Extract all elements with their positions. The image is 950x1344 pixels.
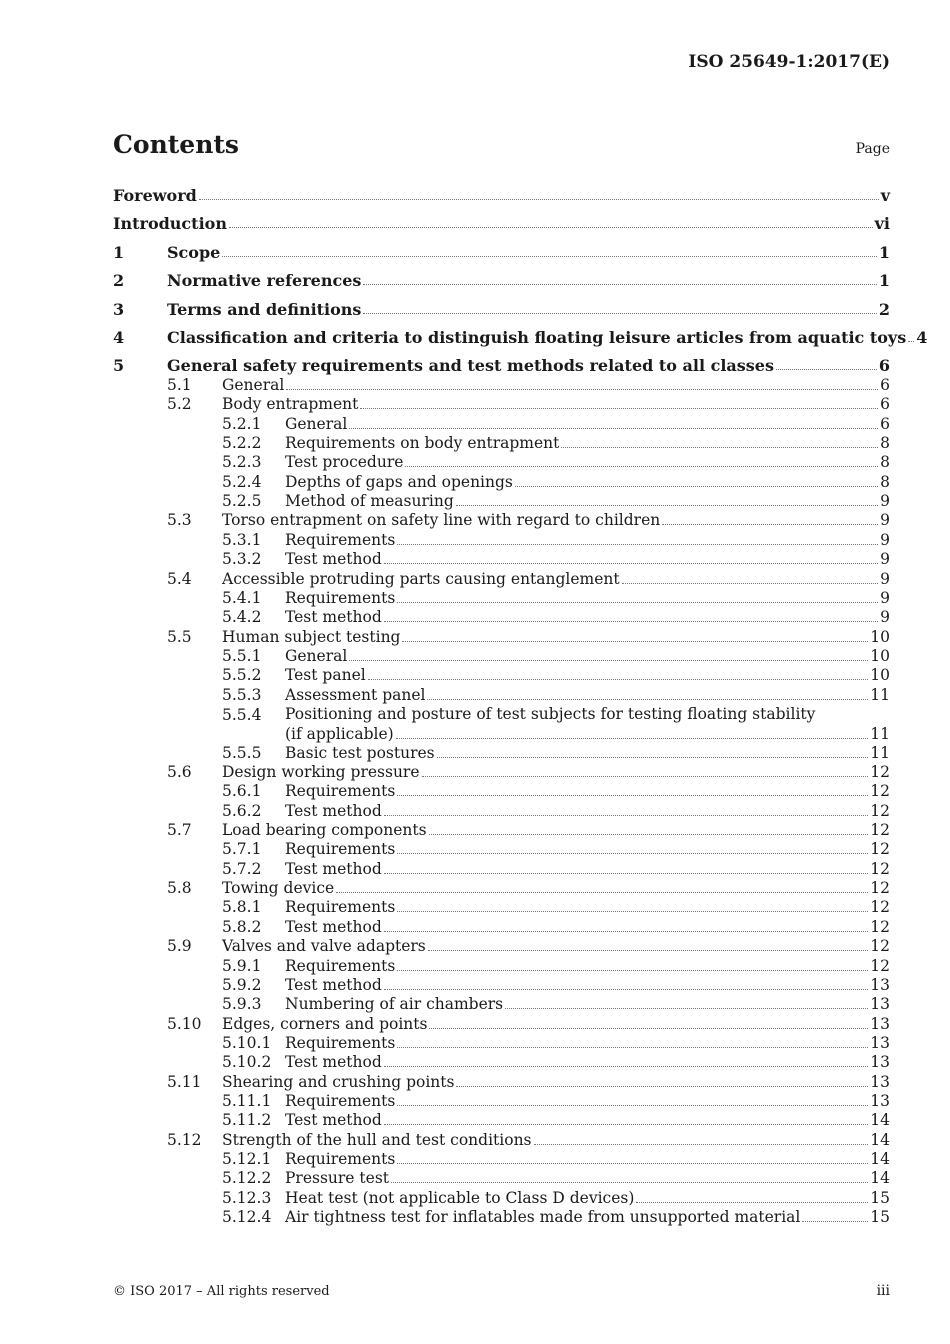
toc-entry-page: 13 [870, 1053, 890, 1072]
toc-entry[interactable] [222, 957, 890, 976]
dot-leader [397, 1163, 868, 1164]
dot-leader [349, 428, 878, 429]
toc-entry-page: 10 [870, 627, 890, 646]
dot-leader [397, 911, 868, 912]
toc-entry-page: 4 [916, 328, 928, 347]
toc-entry-title: General [222, 376, 285, 394]
toc-entry-title: Assessment panel [285, 685, 426, 704]
toc-entry[interactable] [222, 473, 890, 492]
toc-entry-title: Heat test (not applicable to Class D devices) [285, 1188, 635, 1207]
dot-leader [349, 660, 868, 661]
toc-entry-title: Test method [285, 975, 382, 994]
toc-entry-number: 5.2.5 [222, 492, 262, 511]
toc-entry[interactable] [167, 1131, 890, 1150]
toc-entry-number: 5.8.2 [222, 917, 262, 936]
toc-entry-page: 14 [870, 1169, 890, 1188]
toc-entry[interactable] [167, 763, 890, 782]
toc-entry-title: Basic test postures [285, 743, 435, 762]
toc-entry-title: Terms and definitions [167, 300, 362, 319]
toc-entry-title: Requirements [285, 898, 396, 917]
document-id: ISO 25649-1:2017(E) [688, 52, 890, 72]
toc-entry[interactable] [222, 589, 890, 608]
toc-entry-number: 5.12.3 [222, 1188, 272, 1207]
toc-entry-number: 5.12.4 [222, 1208, 272, 1227]
toc-entry[interactable] [222, 1150, 890, 1169]
dot-leader [908, 341, 914, 342]
toc-entry-title: Load bearing components [222, 821, 427, 840]
dot-leader [397, 853, 868, 854]
toc-entry-number: 5.10 [167, 1014, 202, 1033]
toc-entry-number: 5.11 [167, 1072, 202, 1091]
toc-entry[interactable] [222, 434, 890, 453]
toc-entry-title: Towing device [222, 879, 335, 898]
toc-entry-page: 12 [870, 801, 890, 820]
toc-entry-page: 12 [870, 840, 890, 859]
toc-entry-page: 8 [880, 434, 890, 453]
toc-entry-page: 1 [878, 271, 890, 290]
toc-entry-page: 8 [880, 453, 890, 472]
dot-leader [363, 284, 876, 285]
toc-entry-title: Test method [285, 801, 382, 820]
toc-entry[interactable] [167, 395, 890, 414]
toc-entry-title: Air tightness test for inflatables made from unsupported material [285, 1208, 801, 1227]
toc-entry[interactable] [167, 511, 890, 530]
toc-entry[interactable] [167, 937, 890, 956]
toc-entry-page: 9 [880, 569, 890, 588]
dot-leader [456, 505, 878, 506]
dot-leader [622, 583, 878, 584]
toc-entry-number: 5.9.3 [222, 995, 262, 1014]
toc-entry-page: 14 [870, 1130, 890, 1149]
toc-entry-title: Test procedure [285, 453, 404, 472]
toc-entry-number: 5.10.1 [222, 1033, 272, 1052]
toc-entry[interactable] [113, 243, 890, 262]
dot-leader [199, 199, 879, 200]
toc-entry-title: Scope [167, 243, 221, 262]
toc-entry[interactable] [222, 976, 890, 995]
toc-entry-page: 12 [870, 763, 890, 781]
toc-entry[interactable] [222, 647, 890, 666]
toc-entry-number: 5.3 [167, 511, 192, 530]
toc-entry-page: 9 [880, 588, 890, 607]
toc-entry[interactable] [222, 802, 890, 821]
toc-entry-title: General safety requirements and test methods related to all classes [167, 356, 774, 375]
dot-leader [429, 1028, 868, 1029]
dot-leader [437, 757, 869, 758]
toc-entry[interactable] [113, 186, 890, 205]
dot-leader [428, 950, 869, 951]
footer-copyright: © ISO 2017 – All rights reserved [113, 1284, 330, 1299]
toc-entry[interactable] [222, 608, 890, 627]
dot-leader [222, 256, 877, 257]
dot-leader [397, 1047, 868, 1048]
toc-entry[interactable] [167, 879, 890, 898]
toc-entry[interactable] [222, 860, 890, 879]
toc-entry[interactable] [113, 300, 890, 319]
toc-entry[interactable] [222, 686, 890, 705]
toc-entry-title: Valves and valve adapters [222, 937, 426, 956]
dot-leader [534, 1144, 869, 1145]
toc-entry-number: 3 [113, 300, 125, 319]
toc-entry-number: 5.8.1 [222, 898, 262, 917]
toc-entry[interactable] [222, 995, 890, 1014]
dot-leader [456, 1086, 868, 1087]
dot-leader [662, 524, 878, 525]
toc-entry[interactable] [222, 1169, 890, 1188]
toc-entry[interactable] [113, 271, 890, 290]
dot-leader [397, 970, 868, 971]
dot-leader [384, 931, 869, 932]
dot-leader [336, 892, 868, 893]
toc-entry[interactable] [222, 666, 890, 685]
toc-entry-title: Design working pressure [222, 763, 420, 781]
toc-entry-title: Test method [285, 550, 382, 569]
dot-leader [397, 795, 868, 796]
toc-entry-number: 5.12 [167, 1130, 202, 1149]
toc-entry-page: 12 [870, 937, 890, 956]
toc-entry-page: 11 [870, 724, 890, 743]
toc-entry-title: Strength of the hull and test conditions [222, 1130, 532, 1149]
toc-entry-page: 12 [870, 956, 890, 975]
dot-leader [363, 313, 876, 314]
toc-entry-page: 15 [870, 1188, 890, 1207]
toc-entry-title: Edges, corners and points [222, 1014, 428, 1033]
toc-entry-page: vi [874, 214, 890, 233]
page-column-label: Page [855, 141, 890, 157]
toc-entry[interactable] [222, 744, 890, 763]
toc-entry-page: 11 [870, 743, 890, 762]
dot-leader [397, 602, 878, 603]
toc-entry-title: Foreword [113, 186, 197, 205]
toc-entry-page: 10 [870, 666, 890, 685]
toc-entry-title: Shearing and crushing points [222, 1072, 455, 1091]
toc-entry-page: 9 [880, 511, 890, 530]
toc-entry-page: 13 [870, 1072, 890, 1091]
toc-entry-number: 5 [113, 356, 125, 375]
toc-entry-title: Requirements [285, 782, 396, 801]
toc-entry[interactable] [222, 1053, 890, 1072]
toc-entry-title: Requirements on body entrapment [285, 434, 560, 453]
toc-entry-number: 5.6.2 [222, 801, 262, 820]
toc-entry-title: Test method [285, 859, 382, 878]
toc-entry-number: 2 [113, 271, 125, 290]
toc-entry-page: 6 [878, 356, 890, 375]
toc-entry-page: 9 [880, 492, 890, 511]
toc-entry-title: Test method [285, 608, 382, 627]
toc-entry-page: 13 [870, 995, 890, 1014]
dot-leader [391, 1182, 868, 1183]
toc-entry-title: Human subject testing [222, 627, 401, 646]
toc-entry-number: 5.8 [167, 879, 192, 898]
dot-leader [776, 369, 877, 370]
toc-entry-title: Requirements [285, 956, 396, 975]
toc-entry-number: 5.9.2 [222, 975, 262, 994]
toc-entry-page: 10 [870, 646, 890, 665]
dot-leader [397, 1105, 868, 1106]
toc-entry-number: 5.5 [167, 627, 192, 646]
dot-leader [636, 1202, 868, 1203]
toc-entry-title: General [285, 646, 348, 665]
toc-entry-number: 5.7.1 [222, 840, 262, 859]
toc-entry-title: Test method [285, 1111, 382, 1130]
toc-entry-page: 1 [878, 243, 890, 262]
toc-entry[interactable] [167, 821, 890, 840]
toc-entry-number: 5.2.4 [222, 472, 262, 491]
toc-entry[interactable] [113, 328, 928, 347]
dot-leader [384, 1066, 869, 1067]
toc-entry[interactable] [222, 1111, 890, 1130]
toc-entry-page: 2 [878, 300, 890, 319]
dot-leader [422, 776, 869, 777]
toc-entry-title: Normative references [167, 271, 362, 290]
toc-entry-title: Requirements [285, 840, 396, 859]
contents-title: Contents [113, 130, 240, 159]
toc-entry-number: 5.1 [167, 376, 192, 394]
dot-leader [402, 641, 868, 642]
toc-entry-number: 5.6 [167, 763, 192, 781]
dot-leader [384, 815, 869, 816]
toc-entry-title: Requirements [285, 1033, 396, 1052]
toc-entry[interactable] [222, 840, 890, 859]
toc-entry-page: 12 [870, 879, 890, 898]
toc-entry[interactable] [222, 705, 890, 744]
dot-leader [384, 621, 878, 622]
toc-entry[interactable] [222, 1208, 890, 1227]
toc-entry-title: Requirements [285, 530, 396, 549]
dot-leader [286, 389, 878, 390]
dot-leader [505, 1008, 868, 1009]
toc-entry-page: 13 [870, 1091, 890, 1110]
dot-leader [802, 1221, 868, 1222]
dot-leader [368, 679, 869, 680]
toc-entry-page: 9 [880, 530, 890, 549]
toc-entry-number: 5.2.2 [222, 434, 262, 453]
dot-leader [427, 699, 868, 700]
toc-entry[interactable] [113, 214, 890, 233]
toc-entry-title: Torso entrapment on safety line with regard to children [222, 511, 661, 530]
toc-entry-page: v [880, 186, 890, 205]
toc-entry[interactable] [222, 898, 890, 917]
toc-entry-number: 5.11.2 [222, 1111, 272, 1130]
toc-entry-number: 1 [113, 243, 125, 262]
toc-entry-title: Pressure test [285, 1169, 389, 1188]
toc-entry[interactable] [222, 453, 890, 472]
toc-entry[interactable] [222, 1189, 890, 1208]
toc-entry[interactable] [222, 550, 890, 569]
toc-entry-title: Requirements [285, 1150, 396, 1168]
toc-entry-page: 12 [870, 859, 890, 878]
toc-entry-title: Depths of gaps and openings [285, 472, 513, 491]
toc-entry[interactable] [167, 628, 890, 647]
toc-entry-number: 5.5.3 [222, 685, 262, 704]
toc-entry-title: Numbering of air chambers [285, 995, 504, 1014]
toc-entry-number: 5.5.4 [222, 705, 262, 724]
toc-entry-title: Accessible protruding parts causing entanglement [222, 569, 620, 588]
toc-entry-page: 6 [880, 376, 890, 394]
toc-entry-number: 5.11.1 [222, 1091, 272, 1110]
dot-leader [397, 544, 878, 545]
toc-entry-page: 13 [870, 1014, 890, 1033]
toc-entry-page: 13 [870, 975, 890, 994]
toc-entry-title: (if applicable) [285, 724, 394, 743]
dot-leader [384, 989, 869, 990]
toc-entry[interactable] [167, 1073, 890, 1092]
toc-entry-title: Classification and criteria to distinguish floating leisure articles from aquatic toys [167, 328, 907, 347]
toc-entry[interactable] [113, 356, 890, 375]
toc-entry-title: Test method [285, 917, 382, 936]
toc-entry-page: 6 [880, 414, 890, 433]
toc-entry-number: 5.5.5 [222, 743, 262, 762]
toc-entry-number: 4 [113, 328, 125, 347]
toc-entry-number: 5.4.2 [222, 608, 262, 627]
toc-entry[interactable] [222, 782, 890, 801]
toc-entry-number: 5.7.2 [222, 859, 262, 878]
dot-leader [360, 408, 878, 409]
toc-entry-title: Introduction [113, 214, 227, 233]
toc-entry-number: 5.9 [167, 937, 192, 956]
toc-entry-number: 5.2.1 [222, 414, 262, 433]
dot-leader [515, 486, 878, 487]
toc-entry-number: 5.3.2 [222, 550, 262, 569]
footer-page-number: iii [876, 1283, 890, 1299]
toc-entry[interactable] [167, 1015, 890, 1034]
toc-entry-title: Test panel [285, 666, 366, 685]
toc-entry[interactable] [222, 918, 890, 937]
toc-entry-page: 12 [870, 917, 890, 936]
toc-entry-number: 5.12.2 [222, 1169, 272, 1188]
toc-entry-page: 14 [870, 1111, 890, 1130]
toc-entry-title: Requirements [285, 1091, 396, 1110]
toc-entry-number: 5.5.2 [222, 666, 262, 685]
toc-entry-page: 8 [880, 472, 890, 491]
toc-entry[interactable] [167, 376, 890, 395]
dot-leader [405, 466, 878, 467]
toc-entry-number: 5.3.1 [222, 530, 262, 549]
dot-leader [429, 834, 869, 835]
dot-leader [384, 1124, 869, 1125]
toc-entry[interactable] [222, 492, 890, 511]
toc-entry-number: 5.7 [167, 821, 192, 840]
toc-entry-number: 5.12.1 [222, 1150, 272, 1168]
toc-entry-page: 11 [870, 685, 890, 704]
toc-entry-number: 5.10.2 [222, 1053, 272, 1072]
toc-entry[interactable] [222, 415, 890, 434]
toc-entry-page: 12 [870, 782, 890, 801]
dot-leader [384, 873, 869, 874]
toc-entry[interactable] [222, 1092, 890, 1111]
toc-entry-page: 9 [880, 608, 890, 627]
dot-leader [561, 447, 878, 448]
toc-entry-page: 12 [870, 898, 890, 917]
toc-entry-title: Requirements [285, 588, 396, 607]
toc-entry-title: Method of measuring [285, 492, 454, 511]
toc-entry-number: 5.6.1 [222, 782, 262, 801]
toc-entry[interactable] [222, 531, 890, 550]
toc-entry-number: 5.9.1 [222, 956, 262, 975]
toc-entry-page: 12 [870, 821, 890, 840]
toc-entry-number: 5.4 [167, 569, 192, 588]
toc-entry-number: 5.4.1 [222, 588, 262, 607]
toc-entry[interactable] [167, 570, 890, 589]
dot-leader [229, 227, 873, 228]
toc-entry-page: 9 [880, 550, 890, 569]
toc-entry-number: 5.5.1 [222, 646, 262, 665]
toc-entry-title: Test method [285, 1053, 382, 1072]
dot-leader [384, 563, 878, 564]
toc-entry-page: 15 [870, 1208, 890, 1227]
toc-entry-title: Body entrapment [222, 395, 359, 414]
toc-entry-page: 6 [880, 395, 890, 414]
toc-entry-title-first-line: Positioning and posture of test subjects for testing floating stability [285, 704, 816, 723]
toc-entry-page: 13 [870, 1033, 890, 1052]
toc-entry-title: General [285, 414, 348, 433]
toc-entry-number: 5.2.3 [222, 453, 262, 472]
toc-entry-page: 14 [870, 1150, 890, 1168]
toc-entry-number: 5.2 [167, 395, 192, 414]
dot-leader [396, 738, 869, 739]
toc-entry[interactable] [222, 1034, 890, 1053]
